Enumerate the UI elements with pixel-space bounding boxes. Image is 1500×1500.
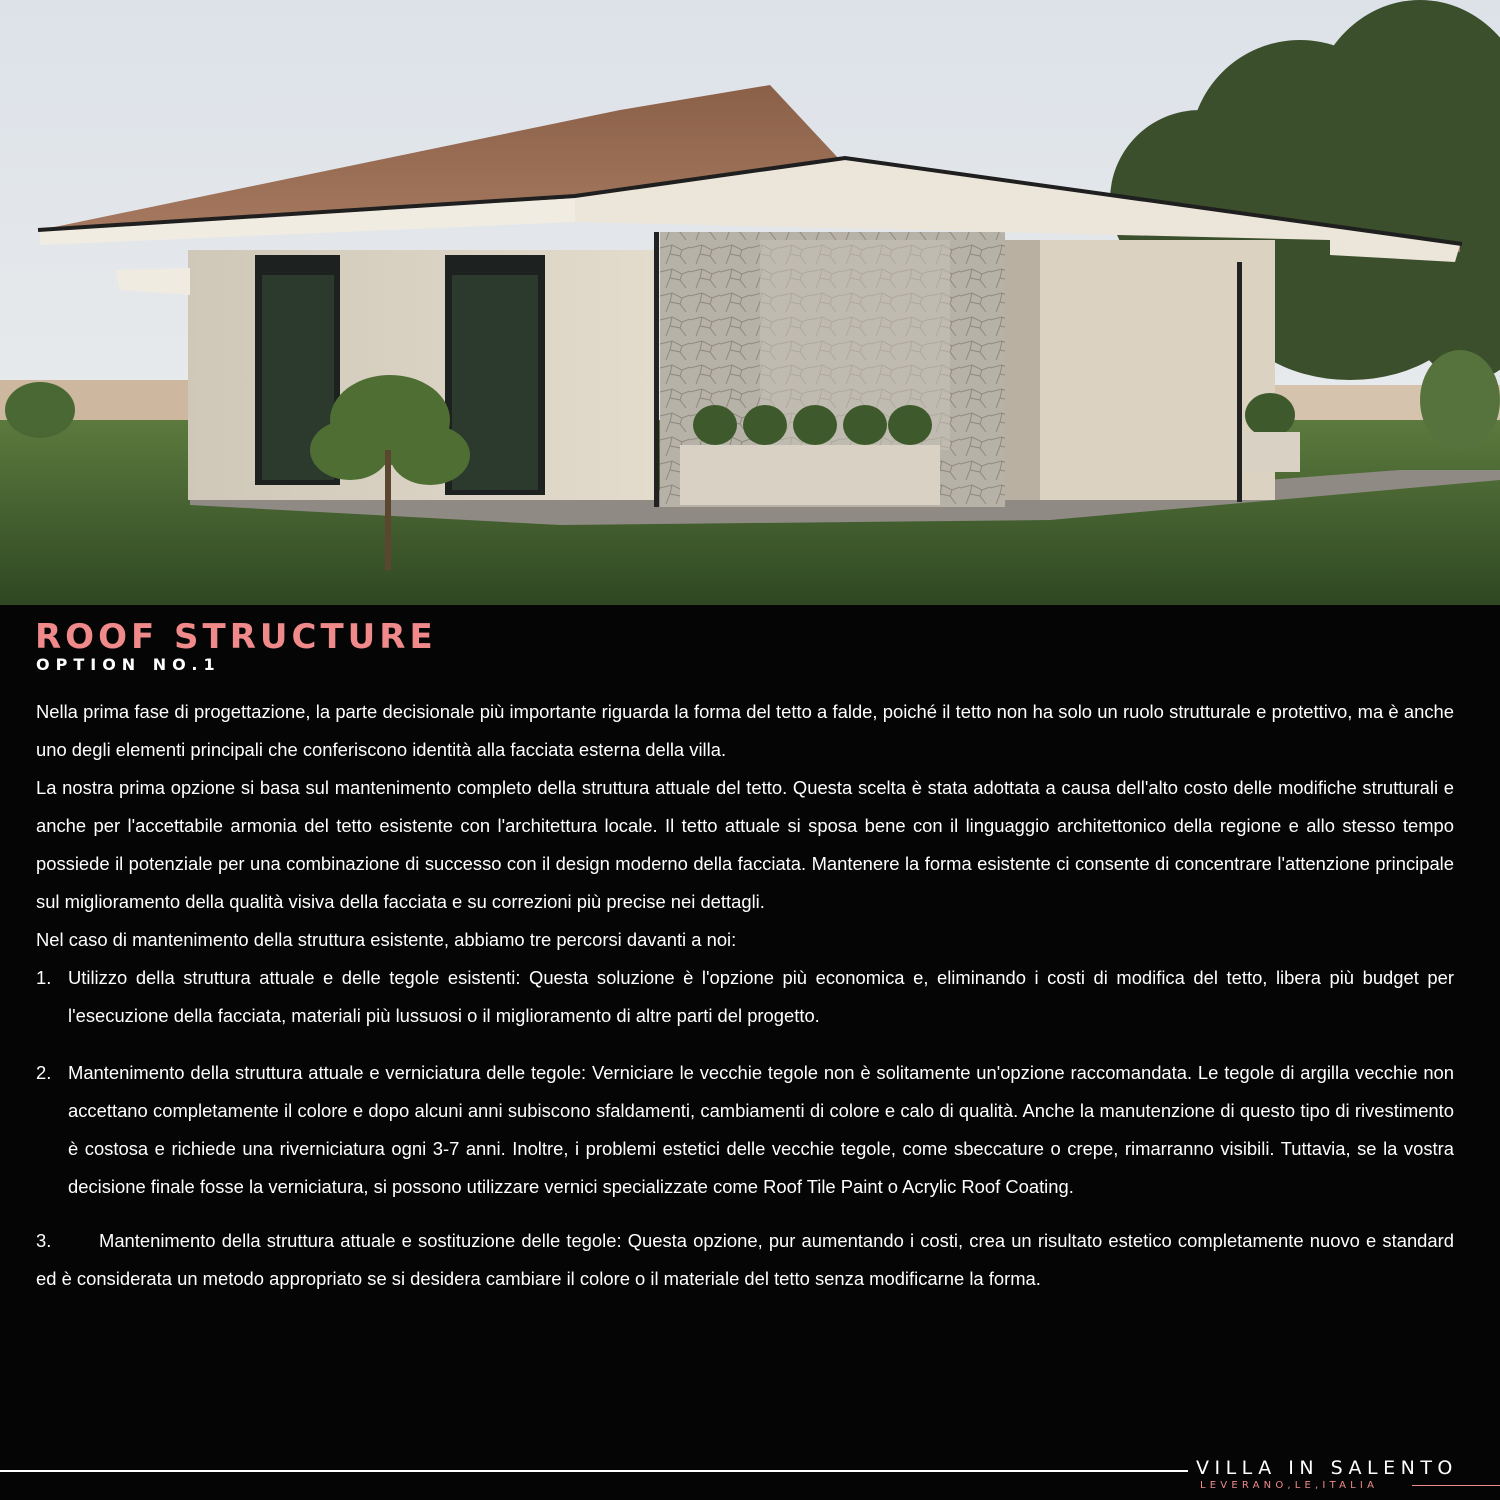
footer-divider <box>0 1470 1188 1472</box>
list-item-text: Mantenimento della struttura attuale e verniciatura delle tegole: Verniciare le vecchie tegole non è solitamente un'opzione raccomandata. Le tegole di argilla vecchie non accettano completamente il colore e dopo alcuni anni subiscono sfaldamenti, cambiamenti di colore e calo di qualità. Anche la manutenzione di questo tipo di rivestimento è costosa e richiede una riverniciatura ogni 3-7 anni. Inoltre, i problemi estetici delle vecchie tegole, come sbeccature o crepe, rimarranno visibili. Tuttavia, se la vostra decisione finale fosse la verniciatura, si possono utilizzare vernici specializzate come Roof Tile Paint o Acrylic Roof Coating. <box>68 1062 1454 1197</box>
list-item <box>36 959 1454 1035</box>
footer-brand: VILLA IN SALENTO <box>1196 1457 1458 1479</box>
paragraph: Nella prima fase di progettazione, la parte decisionale più importante riguarda la forma del tetto a falde, poiché il tetto non ha solo un ruolo strutturale e protettivo, ma è anche uno degli elementi principali che conferiscono identità alla facciata esterna della villa. <box>36 701 1454 760</box>
hero-image <box>0 0 1500 605</box>
list-item-number: 3. <box>36 1230 52 1251</box>
list-item-text: Utilizzo della struttura attuale e delle tegole esistenti: Questa soluzione è l'opzione più economica e, eliminando i costi di modifica del tetto, libera più budget per l'esecuzione della facciata, materiali più lussuosi o il miglioramento di altre parti del progetto. <box>68 967 1454 1026</box>
footer-accent-rule <box>1412 1485 1500 1486</box>
paragraph: Nel caso di mantenimento della struttura esistente, abbiamo tre percorsi davanti a noi: <box>36 929 737 950</box>
list-item <box>36 1222 1454 1298</box>
page-title: ROOF STRUCTURE <box>35 617 437 657</box>
footer-location: LEVERANO,LE,ITALIA <box>1200 1480 1379 1491</box>
page-subtitle: OPTION NO.1 <box>36 655 221 674</box>
list-item-text: Mantenimento della struttura attuale e sostituzione delle tegole: Questa opzione, pur aumentando i costi, crea un risultato estetico completamente nuovo e standard ed è considerata un metodo appropriato se si desidera cambiare il colore o il materiale del tetto senza modificarne la forma. <box>36 1230 1454 1289</box>
paragraph: La nostra prima opzione si basa sul mantenimento completo della struttura attuale del tetto. Questa scelta è stata adottata a causa dell'alto costo delle modifiche strutturali e anche per l'accettabile armonia del tetto esistente con l'architettura locale. Il tetto attuale si sposa bene con il linguaggio architettonico della regione e allo stesso tempo possiede il potenziale per una combinazione di successo con il design moderno della facciata. Mantenere la forma esistente ci consente di concentrare l'attenzione principale sul miglioramento della qualità visiva della facciata e su correzioni più precise nei dettagli. <box>36 777 1454 912</box>
body-text <box>36 693 1454 1298</box>
options-list <box>36 959 1454 1298</box>
list-item <box>36 1054 1454 1206</box>
list-item-number: 2. <box>36 1062 52 1083</box>
list-item-number: 1. <box>36 967 52 988</box>
